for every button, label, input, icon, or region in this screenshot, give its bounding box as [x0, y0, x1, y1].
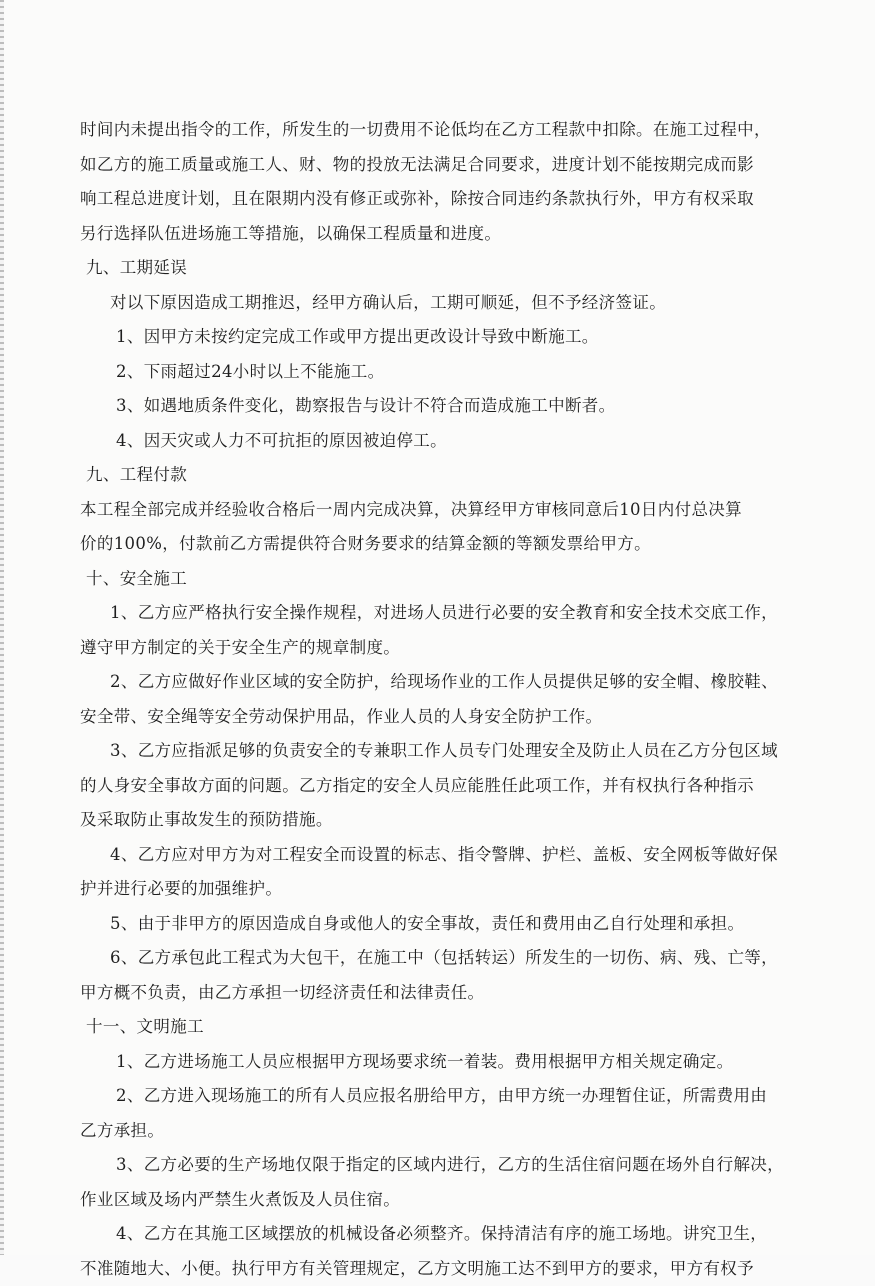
document-body	[80, 113, 800, 1286]
text-line: 时间内未提出指令的工作，所发生的一切费用不论低均在乙方工程款中扣除。在施工过程中，	[80, 113, 800, 148]
text-line: 3、如遇地质条件变化，勘察报告与设计不符合而造成施工中断者。	[80, 389, 800, 424]
text-line: 3、乙方必要的生产场地仅限于指定的区域内进行，乙方的生活住宿问题在场外自行解决，	[80, 1148, 800, 1183]
text-line: 如乙方的施工质量或施工人、财、物的投放无法满足合同要求，进度计划不能按期完成而影	[80, 148, 800, 183]
text-line: 另行选择队伍进场施工等措施，以确保工程质量和进度。	[80, 217, 800, 252]
section-heading: 十一、文明施工	[80, 1010, 800, 1045]
text-line: 6、乙方承包此工程式为大包干，在施工中（包括转运）所发生的一切伤、病、残、亡等，	[80, 941, 800, 976]
text-line: 乙方承担。	[80, 1114, 800, 1149]
text-line: 1、乙方进场施工人员应根据甲方现场要求统一着装。费用根据甲方相关规定确定。	[80, 1045, 800, 1080]
text-line: 遵守甲方制定的关于安全生产的规章制度。	[80, 631, 800, 666]
text-line: 甲方概不负责，由乙方承担一切经济责任和法律责任。	[80, 976, 800, 1011]
section-heading: 九、工期延误	[80, 251, 800, 286]
text-line: 2、乙方应做好作业区域的安全防护，给现场作业的工作人员提供足够的安全帽、橡胶鞋、	[80, 665, 800, 700]
scan-binding-edge	[0, 0, 4, 1255]
text-line: 1、因甲方未按约定完成工作或甲方提出更改设计导致中断施工。	[80, 320, 800, 355]
text-line: 的人身安全事故方面的问题。乙方指定的安全人员应能胜任此项工作，并有权执行各种指示	[80, 769, 800, 804]
section-heading: 十、安全施工	[80, 562, 800, 597]
text-line: 作业区域及场内严禁生火煮饭及人员住宿。	[80, 1183, 800, 1218]
section-heading: 九、工程付款	[80, 458, 800, 493]
text-line: 2、乙方进入现场施工的所有人员应报名册给甲方，由甲方统一办理暂住证，所需费用由	[80, 1079, 800, 1114]
text-line: 4、乙方在其施工区域摆放的机械设备必须整齐。保持清洁有序的施工场地。讲究卫生，	[80, 1217, 800, 1252]
text-line: 安全带、安全绳等安全劳动保护用品，作业人员的人身安全防护工作。	[80, 700, 800, 735]
text-line: 护并进行必要的加强维护。	[80, 872, 800, 907]
text-line: 响工程总进度计划，且在限期内没有修正或弥补，除按合同违约条款执行外，甲方有权采取	[80, 182, 800, 217]
text-line: 及采取防止事故发生的预防措施。	[80, 803, 800, 838]
text-line: 2、下雨超过24小时以上不能施工。	[80, 355, 800, 390]
text-line: 价的100%，付款前乙方需提供符合财务要求的结算金额的等额发票给甲方。	[80, 527, 800, 562]
text-line: 4、乙方应对甲方为对工程安全而设置的标志、指令警牌、护栏、盖板、安全网板等做好保	[80, 838, 800, 873]
text-line: 3、乙方应指派足够的负责安全的专兼职工作人员专门处理安全及防止人员在乙方分包区域	[80, 734, 800, 769]
text-line: 本工程全部完成并经验收合格后一周内完成决算，决算经甲方审核同意后10日内付总决算	[80, 493, 800, 528]
text-line: 对以下原因造成工期推迟，经甲方确认后，工期可顺延，但不予经济签证。	[80, 286, 800, 321]
text-line: 1、乙方应严格执行安全操作规程，对进场人员进行必要的安全教育和安全技术交底工作，	[80, 596, 800, 631]
text-line: 5、由于非甲方的原因造成自身或他人的安全事故，责任和费用由乙自行处理和承担。	[80, 907, 800, 942]
text-line: 4、因天灾或人力不可抗拒的原因被迫停工。	[80, 424, 800, 459]
text-line: 不准随地大、小便。执行甲方有关管理规定，乙方文明施工达不到甲方的要求，甲方有权予	[80, 1252, 800, 1286]
